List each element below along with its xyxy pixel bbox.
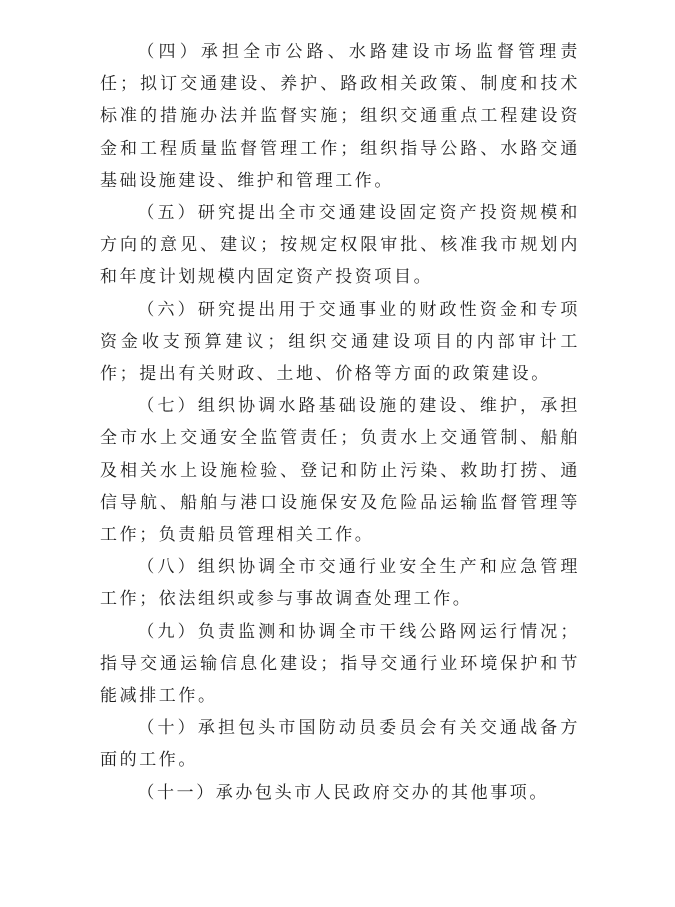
paragraph-8: （八）组织协调全市交通行业安全生产和应急管理工作；依法组织或参与事故调查处理工作。 [100,557,580,610]
paragraph-10: （十）承担包头市国防动员委员会有关交通战备方面的工作。 [100,718,580,771]
paragraph-5: （五）研究提出全市交通建设固定资产投资规模和方向的意见、建议；按规定权限审批、核准我市规划内和年度计划规模内固定资产投资项目。 [100,203,580,288]
paragraph-9: （九）负责监测和协调全市干线公路网运行情况；指导交通运输信息化建设；指导交通行业环境保护和节能减排工作。 [100,621,580,707]
paragraph-4: （四）承担全市公路、水路建设市场监督管理责任；拟订交通建设、养护、路政相关政策、制度和技术标准的措施办法并监督实施；组织交通重点工程建设资金和工程质量监督管理工作；组织指导公路、水路交通基础设施建设、维护和管理工作。 [100,42,580,191]
paragraph-7: （七）组织协调水路基础设施的建设、维护，承担全市水上交通安全监管责任；负责水上交通管制、船舶及相关水上设施检验、登记和防止污染、救助打捞、通信导航、船舶与港口设施保安及危险品运输监督管理等工作；负责船员管理相关工作。 [100,396,580,546]
paragraph-11: （十一）承办包头市人民政府交办的其他事项。 [137,782,549,803]
paragraph-6: （六）研究提出用于交通事业的财政性资金和专项资金收支预算建议；组织交通建设项目的内部审计工作；提出有关财政、土地、价格等方面的政策建设。 [100,299,580,385]
document-body [100,36,580,809]
